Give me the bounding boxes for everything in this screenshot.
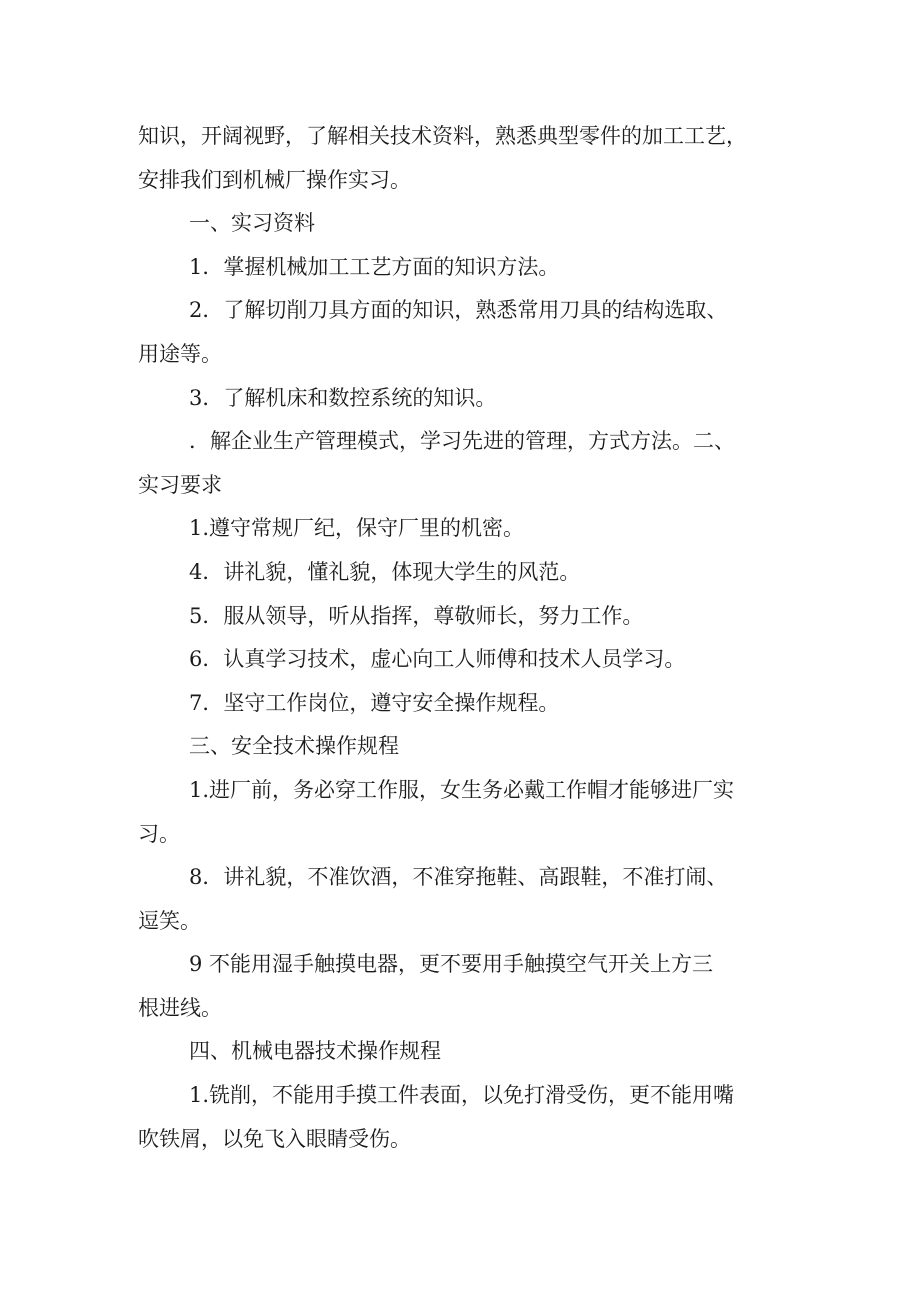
document-body	[138, 115, 788, 1161]
text-line: 四、机械电器技术操作规程	[189, 1039, 441, 1064]
text-line: 1.遵守常规厂纪，保守厂里的机密。	[189, 516, 525, 541]
text-line: 用途等。	[138, 341, 222, 366]
text-line: 知识，开阔视野，了解相关技术资料，熟悉典型零件的加工工艺，	[138, 124, 747, 148]
text-line: 1.进厂前，务必穿工作服，女生务必戴工作帽才能够进厂实	[189, 777, 735, 802]
text-line: 8．讲礼貌，不准饮酒，不准穿拖鞋、高跟鞋，不准打闹、	[189, 865, 728, 890]
text-line: 根进线。	[138, 995, 222, 1020]
text-line: 一、实习资料	[189, 211, 315, 236]
text-line: 5．服从领导，听从指挥，尊敬师长，努力工作。	[189, 603, 644, 628]
text-line: 1．掌握机械加工工艺方面的知识方法。	[189, 254, 560, 279]
text-line: 9 不能用湿手触摸电器，更不要用手触摸空气开关上方三	[189, 952, 714, 977]
text-line: 逗笑。	[138, 908, 201, 933]
text-line: 三、安全技术操作规程	[189, 734, 399, 759]
text-line: 习。	[138, 821, 180, 846]
text-line: 4．讲礼貌，懂礼貌，体现大学生的风范。	[189, 559, 581, 584]
text-line: 3．了解机床和数控系统的知识。	[189, 385, 497, 410]
text-line: 安排我们到机械厂操作实习。	[138, 167, 411, 192]
text-line: ．解企业生产管理模式，学习先进的管理，方式方法。二、	[189, 429, 735, 454]
text-line: 吹铁屑，以免飞入眼睛受伤。	[138, 1126, 411, 1151]
text-line: 7．坚守工作岗位，遵守安全操作规程。	[189, 690, 560, 715]
text-line: 6．认真学习技术，虚心向工人师傅和技术人员学习。	[189, 647, 686, 672]
text-line: 实习要求	[138, 472, 222, 497]
text-line: 2．了解切削刀具方面的知识，熟悉常用刀具的结构选取、	[189, 298, 728, 323]
text-line: 1.铣削，不能用手摸工件表面，以免打滑受伤，更不能用嘴	[189, 1083, 735, 1108]
